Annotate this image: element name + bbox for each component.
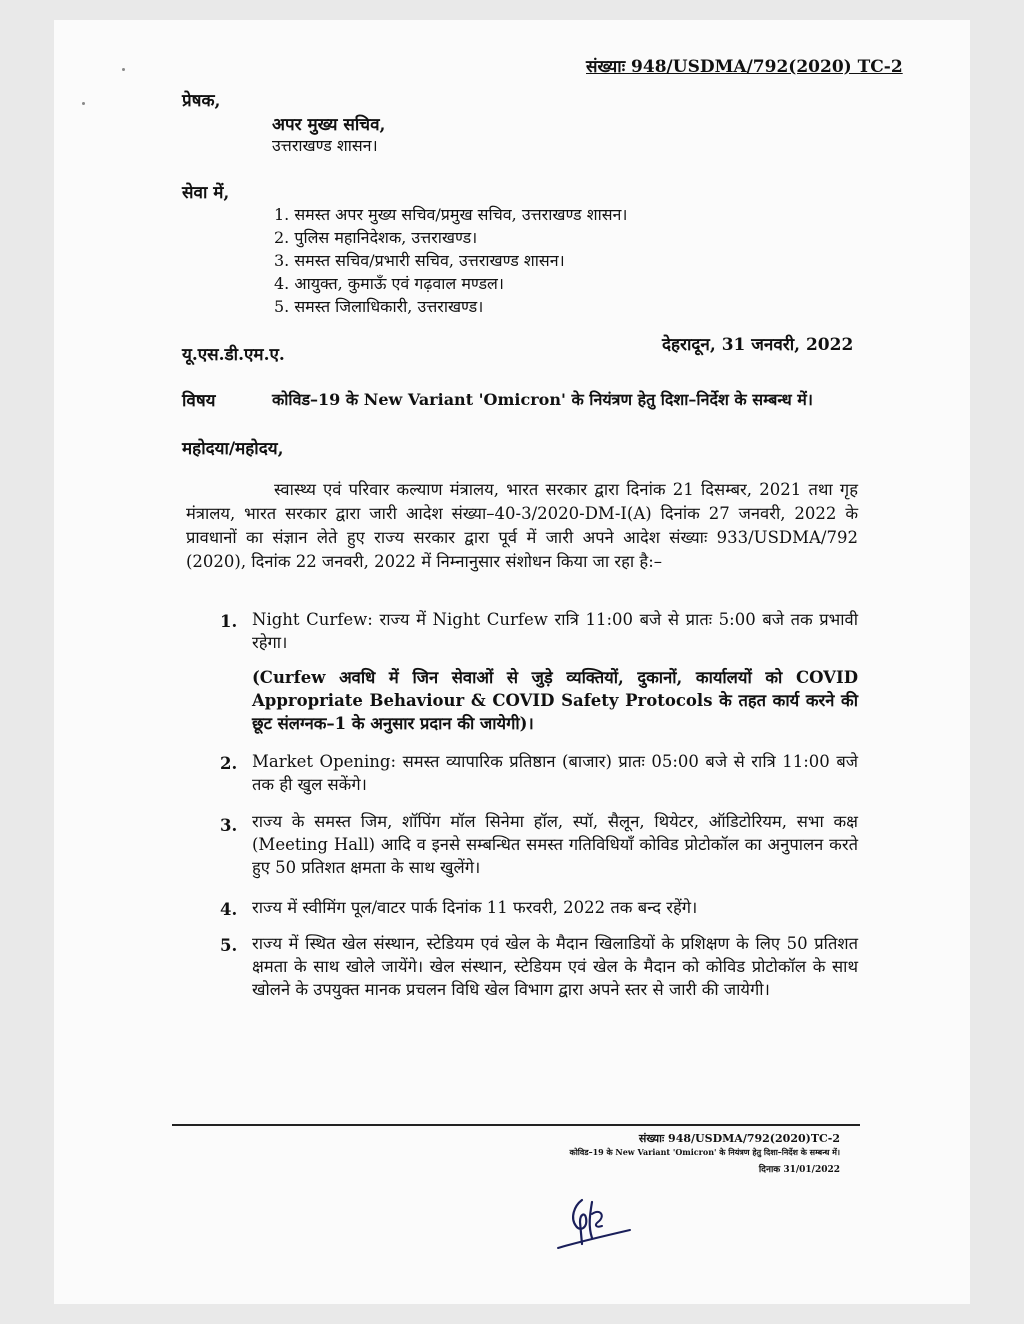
item-number: 2. [220, 754, 238, 773]
place-date: देहरादून, 31 जनवरी, 2022 [662, 335, 854, 355]
item-number: 3. [220, 816, 238, 835]
subject-label: विषय [182, 391, 216, 411]
scan-speck [122, 68, 125, 71]
recipient-item: 5. समस्त जिलाधिकारी, उत्तराखण्ड। [274, 297, 484, 316]
office-code: यू.एस.डी.एम.ए. [182, 345, 285, 365]
intro-paragraph: स्वास्थ्य एवं परिवार कल्याण मंत्रालय, भारत सरकार द्वारा दिनांक 21 दिसम्बर, 2021 तथा गृह मंत्रालय, भारत सरकार द्वारा जारी आदेश संख्या–40-3/2020-DM-I(A) दिनांक 27 जनवरी, 2022 के प्रावधानों का संज्ञान लेते हुए राज्य सरकार द्वारा पूर्व में जारी अपने आदेश संख्याः 933/USDMA/792 (2020), दिनांक 22 जनवरी, 2022 में निम्नानुसार संशोधन किया जा रहा है:– [186, 480, 858, 571]
salutation: महोदया/महोदय, [182, 439, 284, 459]
sender-designation: अपर मुख्य सचिव, [272, 115, 386, 135]
item-note: (Curfew अवधि में जिन सेवाओं से जुड़े व्यक्तियों, दुकानों, कार्यालयों को COVID Appropriate Behaviour & COVID Safety Protocols के तहत कार्य करने की छूट संलग्नक–1 के अनुसार प्रदान की जायेगी)। [252, 668, 858, 733]
footer-rule [172, 1124, 860, 1126]
item-number: 4. [220, 900, 238, 919]
item-text: Night Curfew: राज्य में Night Curfew रात्रि 11:00 बजे से प्रातः 5:00 बजे तक प्रभावी रहेगा। [252, 610, 858, 652]
recipient-item: 1. समस्त अपर मुख्य सचिव/प्रमुख सचिव, उत्तराखण्ड शासन। [274, 205, 628, 224]
signature [552, 1192, 636, 1260]
item-number: 1. [220, 612, 238, 631]
document-page [54, 20, 970, 1304]
item-text: Market Opening: समस्त व्यापारिक प्रतिष्ठान (बाजार) प्रातः 05:00 बजे से रात्रि 11:00 बजे तक ही खुल सकेंगे। [252, 752, 858, 794]
subject-text: कोविड–19 के New Variant 'Omicron' के नियंत्रण हेतु दिशा–निर्देश के सम्बन्ध में। [272, 390, 813, 409]
recipient-item: 2. पुलिस महानिदेशक, उत्तराखण्ड। [274, 228, 478, 247]
sender-label: प्रेषक, [182, 91, 221, 111]
item-text: राज्य के समस्त जिम, शॉपिंग मॉल सिनेमा हॉल, स्पॉ, सैलून, थियेटर, ऑडिटोरियम, सभा कक्ष (Meeting Hall) आदि व इनसे सम्बन्धित समस्त गतिविधियाँ कोविड प्रोटोकॉल का अनुपालन करते हुए 50 प्रतिशत क्षमता के साथ खुलेंगे। [252, 812, 858, 877]
item-text: राज्य में स्थित खेल संस्थान, स्टेडियम एवं खेल के मैदान खिलाडियों के प्रशिक्षण के लिए 50 प्रतिशत क्षमता के साथ खोले जायेंगे। खेल संस्थान, स्टेडियम एवं खेल के मैदान को कोविड प्रोटोकॉल के साथ खोलने के उपयुक्त मानक प्रचलन विधि खेल विभाग द्वारा अपने स्तर से जारी की जायेगी। [252, 934, 858, 999]
reference-number: संख्याः 948/USDMA/792(2020) TC-2 [586, 57, 903, 77]
item-text: राज्य में स्वीमिंग पूल/वाटर पार्क दिनांक 11 फरवरी, 2022 तक बन्द रहेंगे। [252, 898, 698, 917]
sender-office: उत्तराखण्ड शासन। [272, 136, 378, 155]
recipient-item: 4. आयुक्त, कुमाऊँ एवं गढ़वाल मण्डल। [274, 274, 504, 293]
scan-speck [82, 102, 85, 105]
recipient-item: 3. समस्त सचिव/प्रभारी सचिव, उत्तराखण्ड शासन। [274, 251, 565, 270]
recipients-label: सेवा में, [182, 183, 230, 203]
footer-subject: कोविड–19 के New Variant 'Omicron' के नियंत्रण हेतु दिशा–निर्देश के सम्बन्ध में। [569, 1147, 840, 1157]
item-number: 5. [220, 936, 238, 955]
footer-date: दिनाक 31/01/2022 [758, 1165, 840, 1175]
footer-reference: संख्याः 948/USDMA/792(2020)TC-2 [638, 1132, 840, 1145]
